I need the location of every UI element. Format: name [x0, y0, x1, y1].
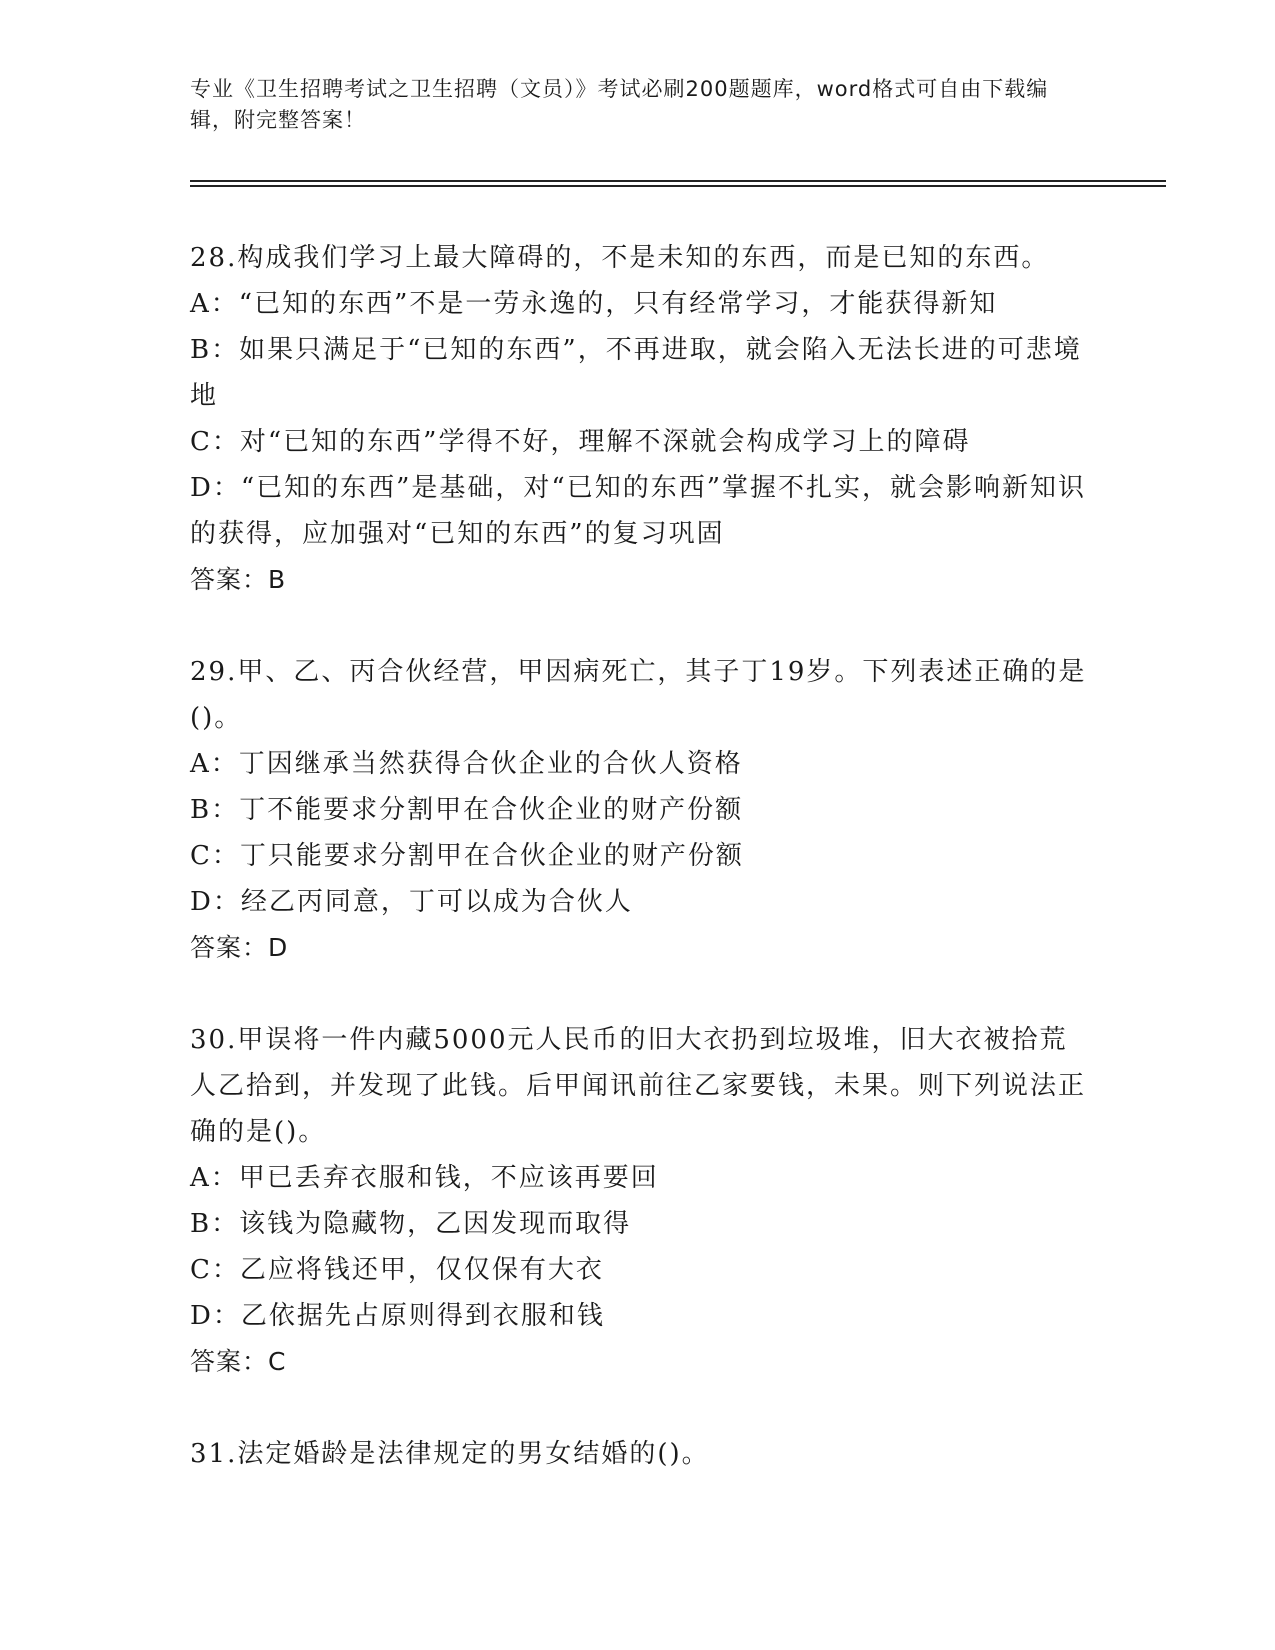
header-title: 专业《卫生招聘考试之卫生招聘（文员）》考试必刷200题题库，word格式可自由下载编辑，附完整答案！: [190, 77, 1049, 132]
answer: 答案：D: [190, 933, 289, 962]
question-28: [190, 235, 1090, 603]
option-a: A：甲已丢弃衣服和钱，不应该再要回: [190, 1163, 659, 1193]
option-d: D：乙依据先占原则得到衣服和钱: [190, 1301, 605, 1331]
option-c: C：乙应将钱还甲，仅仅保有大衣: [190, 1255, 604, 1285]
question-stem: 29.甲、乙、丙合伙经营，甲因病死亡，其子丁19岁。下列表述正确的是()。: [190, 657, 1087, 733]
header-divider-top: [190, 180, 1166, 182]
option-a: A：“已知的东西”不是一劳永逸的，只有经常学习，才能获得新知: [190, 289, 998, 319]
header-divider-bottom: [190, 185, 1166, 187]
option-c: C：对“已知的东西”学得不好，理解不深就会构成学习上的障碍: [190, 427, 971, 457]
option-b: B：该钱为隐藏物，乙因发现而取得: [190, 1209, 632, 1239]
question-stem: 28.构成我们学习上最大障碍的，不是未知的东西，而是已知的东西。: [190, 243, 1050, 273]
document-header: [190, 74, 1090, 136]
option-c: C：丁只能要求分割甲在合伙企业的财产份额: [190, 841, 744, 871]
question-list: [190, 235, 1090, 1477]
question-30: [190, 1017, 1090, 1385]
answer: 答案：C: [190, 1347, 287, 1376]
question-29: [190, 649, 1090, 971]
question-stem: 31.法定婚龄是法律规定的男女结婚的()。: [190, 1439, 710, 1469]
question-stem: 30.甲误将一件内藏5000元人民币的旧大衣扔到垃圾堆，旧大衣被拾荒人乙拾到，并发现了此钱。后甲闻讯前往乙家要钱，未果。则下列说法正确的是()。: [190, 1025, 1087, 1147]
option-d: D：经乙丙同意，丁可以成为合伙人: [190, 887, 633, 917]
option-b: B：如果只满足于“已知的东西”，不再进取，就会陷入无法长进的可悲境地: [190, 335, 1082, 411]
question-31: [190, 1431, 1090, 1477]
option-d: D：“已知的东西”是基础，对“已知的东西”掌握不扎实，就会影响新知识的获得，应加强对“已知的东西”的复习巩固: [190, 473, 1087, 549]
option-b: B：丁不能要求分割甲在合伙企业的财产份额: [190, 795, 744, 825]
answer: 答案：B: [190, 565, 287, 594]
option-a: A：丁因继承当然获得合伙企业的合伙人资格: [190, 749, 743, 779]
